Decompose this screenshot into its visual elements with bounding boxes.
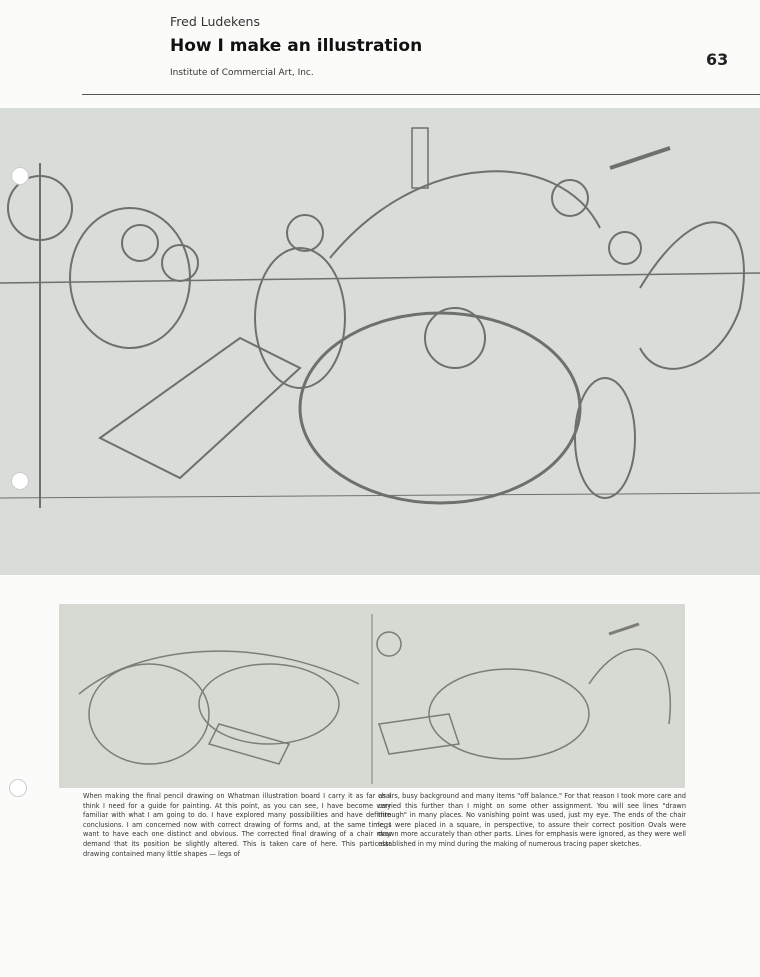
binder-hole [11,167,29,185]
publisher: Institute of Commercial Art, Inc. [170,68,314,78]
sketch-strip-image [59,604,685,788]
body-text-column-1: When making the final pencil drawing on Whatman illustration board I carry it as far as I think I need for a guide for painting. At this point, as you can see, I have become very familiar with what I am going to do. I have explored many possibilities and have definite conclusions. I am concerned now with correct drawing of forms and, at the same time, I want to have each one distinct and obvious. The corrected final drawing of a chair may demand that its position be slightly altered. This is taken care of here. This particular drawing contained many little shapes — legs of [83,792,391,858]
body-text-column-2: chairs, busy background and many items "off balance." For that reason I took more care and carried this further than I might on some other assignment. You will see lines "drawn through" in many places. No vanishing point was used, just my eye. The ends of the chair legs were placed in a square, in perspective, to assure their correct position Ovals were drawn more accurately than other parts. Lines for emphasis were ignored, as they were well established in my mind during the making of numerous tracing paper sketches. [378,792,686,848]
binder-hole [9,779,27,797]
page-number: 63 [706,50,729,69]
page-title: How I make an illustration [170,36,423,56]
header-rule [82,94,760,95]
main-sketch-image [0,108,760,575]
binder-hole [11,472,29,490]
author-name: Fred Ludekens [170,14,260,29]
